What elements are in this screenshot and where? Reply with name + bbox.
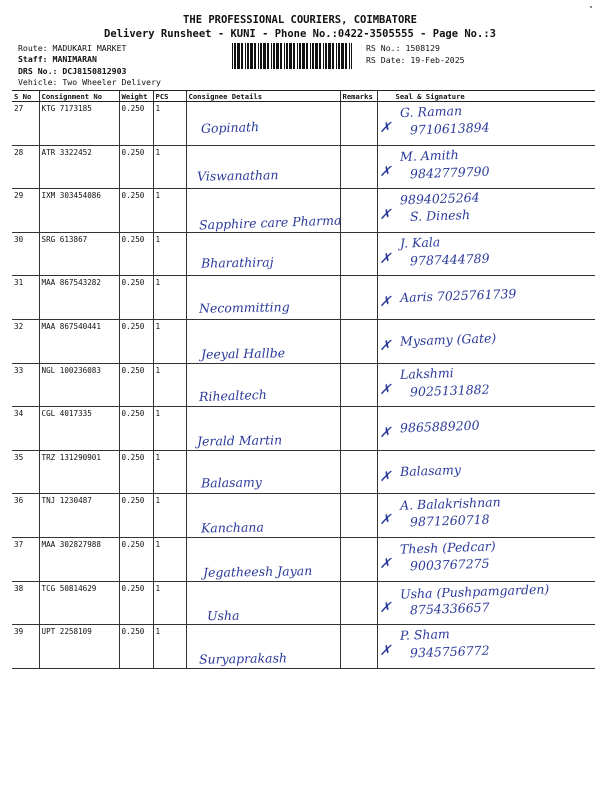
cell-signature — [377, 319, 595, 363]
cell-consignee — [186, 625, 340, 669]
rs-no-value: 1508129 — [405, 43, 440, 53]
signature-handwriting: Usha (Pushpamgarden) — [399, 580, 550, 602]
consignee-handwriting: Bharathiraj — [200, 254, 274, 271]
signature-handwriting: G. Raman — [399, 102, 462, 121]
cell-signature — [377, 363, 595, 407]
cell-sno: 29 — [12, 189, 39, 233]
drs-line — [18, 66, 126, 77]
table-row — [12, 407, 595, 451]
table-row — [12, 102, 595, 146]
cell-consignment: MAA 867543282 — [39, 276, 119, 320]
cell-consignment: SRG 613867 — [39, 232, 119, 276]
table-row — [12, 494, 595, 538]
cell-sno: 27 — [12, 102, 39, 146]
barcode-bar — [349, 43, 350, 69]
cell-pcs: 1 — [153, 450, 186, 494]
cell-consignment: UPT 2258109 — [39, 625, 119, 669]
cell-consignee — [186, 450, 340, 494]
signature-handwriting: Lakshmi — [399, 364, 454, 382]
route-line — [18, 43, 126, 54]
table-row — [12, 625, 595, 669]
cell-signature — [377, 581, 595, 625]
cell-sno: 39 — [12, 625, 39, 669]
barcode-bar — [286, 43, 288, 69]
barcode-bar — [263, 43, 266, 69]
cell-consignment: CGL 4017335 — [39, 407, 119, 451]
consignee-handwriting: Kanchana — [200, 519, 264, 536]
col-header-pcs: PCS — [153, 91, 186, 102]
table-row — [12, 363, 595, 407]
tick-mark-icon: ✗ — [379, 250, 392, 267]
barcode-bar — [247, 43, 249, 69]
tick-mark-icon: ✗ — [379, 207, 392, 224]
cell-signature — [377, 537, 595, 581]
cell-consignee — [186, 145, 340, 189]
cell-consignment: MAA 302827988 — [39, 537, 119, 581]
cell-signature — [377, 232, 595, 276]
cell-consignment: TCG 50814629 — [39, 581, 119, 625]
cell-weight: 0.250 — [119, 102, 153, 146]
cell-consignee — [186, 189, 340, 233]
consignee-handwriting: Viswanathan — [196, 166, 279, 184]
barcode-bar — [310, 43, 311, 69]
barcode-bar — [332, 43, 334, 69]
barcode-bar — [273, 43, 275, 69]
consignee-handwriting: Rihealtech — [198, 386, 267, 404]
cell-remarks — [340, 276, 377, 320]
cell-consignment: ATR 3322452 — [39, 145, 119, 189]
barcode-bar — [271, 43, 272, 69]
barcode-bar — [241, 43, 243, 69]
rs-no-label: RS No.: — [366, 43, 401, 53]
cell-signature — [377, 276, 595, 320]
col-header-remarks: Remarks — [340, 91, 377, 102]
drs-label: DRS No.: — [18, 66, 58, 76]
document-title: THE PROFESSIONAL COURIERS, COIMBATORE — [183, 14, 417, 26]
table-header-row — [12, 91, 595, 102]
consignee-handwriting: Usha — [206, 607, 240, 623]
cell-remarks — [340, 494, 377, 538]
table-row — [12, 450, 595, 494]
signature-handwriting: 9865889200 — [399, 417, 480, 436]
tick-mark-icon: ✗ — [379, 425, 392, 442]
runsheet-table — [12, 90, 595, 669]
consignee-handwriting: Balasamy — [200, 474, 262, 491]
table-row — [12, 537, 595, 581]
cell-sno: 37 — [12, 537, 39, 581]
signature-handwriting: J. Kala — [399, 234, 440, 251]
barcode-bar — [338, 43, 340, 69]
barcode-bar — [276, 43, 279, 69]
barcode-bar — [250, 43, 253, 69]
barcode-bar — [328, 43, 331, 69]
cell-remarks — [340, 407, 377, 451]
cell-weight: 0.250 — [119, 276, 153, 320]
barcode-bar — [336, 43, 337, 69]
barcode-bar — [289, 43, 292, 69]
table-row — [12, 319, 595, 363]
barcode-bar — [345, 43, 347, 69]
barcode-bar — [245, 43, 246, 69]
signature-handwriting: A. Balakrishnan — [399, 494, 501, 514]
consignee-handwriting: Necommitting — [198, 299, 290, 317]
col-header-consignment: Consignment No — [39, 91, 119, 102]
tick-mark-icon: ✗ — [379, 294, 392, 311]
cell-pcs: 1 — [153, 102, 186, 146]
cell-consignee — [186, 537, 340, 581]
table-row — [12, 581, 595, 625]
cell-pcs: 1 — [153, 319, 186, 363]
cell-remarks — [340, 189, 377, 233]
barcode-bar — [312, 43, 314, 69]
barcode-bar — [237, 43, 240, 69]
consignee-handwriting: Jeeyal Hallbe — [200, 345, 285, 362]
cell-sno: 32 — [12, 319, 39, 363]
barcode-bar — [232, 43, 233, 69]
cell-consignment: IXM 303454086 — [39, 189, 119, 233]
consignee-handwriting: Sapphire care Pharma — [198, 212, 342, 233]
signature-handwriting: 9025131882 — [409, 381, 490, 399]
cell-consignment: KTG 7173185 — [39, 102, 119, 146]
cell-consignment: NGL 100236083 — [39, 363, 119, 407]
barcode-bar — [302, 43, 305, 69]
signature-handwriting: 9842779790 — [409, 163, 490, 181]
signature-handwriting: 9894025264 — [399, 189, 480, 208]
cell-pcs: 1 — [153, 581, 186, 625]
cell-consignee — [186, 494, 340, 538]
barcode-bar — [234, 43, 236, 69]
staff-line — [18, 54, 97, 65]
cell-consignment: TRZ 131290901 — [39, 450, 119, 494]
cell-pcs: 1 — [153, 537, 186, 581]
tick-mark-icon: ✗ — [379, 512, 392, 529]
signature-handwriting: 9787444789 — [409, 250, 490, 269]
cell-weight: 0.250 — [119, 232, 153, 276]
tick-mark-icon: ✗ — [379, 163, 392, 180]
barcode-bar — [341, 43, 344, 69]
signature-handwriting: Aaris 7025761739 — [399, 286, 517, 306]
signature-handwriting: 9710613894 — [409, 119, 490, 138]
cell-remarks — [340, 537, 377, 581]
vehicle-value: Two Wheeler Delivery — [62, 77, 161, 87]
cell-weight: 0.250 — [119, 407, 153, 451]
consignee-handwriting: Jerald Martin — [196, 432, 282, 449]
cell-signature — [377, 450, 595, 494]
cell-signature — [377, 102, 595, 146]
cell-pcs: 1 — [153, 145, 186, 189]
cell-sno: 31 — [12, 276, 39, 320]
barcode-bar — [254, 43, 256, 69]
barcode-bar — [284, 43, 285, 69]
rs-no-line — [366, 43, 440, 54]
consignee-handwriting: Gopinath — [200, 118, 259, 137]
cell-remarks — [340, 625, 377, 669]
barcode-bar — [260, 43, 262, 69]
tick-mark-icon: ✗ — [379, 599, 392, 616]
barcode-bar — [319, 43, 321, 69]
col-header-consignee: Consignee Details — [186, 91, 340, 102]
consignee-handwriting: Suryaprakash — [198, 650, 287, 667]
cell-sno: 28 — [12, 145, 39, 189]
cell-sno: 38 — [12, 581, 39, 625]
table-row — [12, 276, 595, 320]
staff-value: MANIMARAN — [52, 54, 97, 64]
cell-consignee — [186, 232, 340, 276]
cell-weight: 0.250 — [119, 450, 153, 494]
cell-consignee — [186, 276, 340, 320]
col-header-signature: Seal & Signature — [377, 91, 595, 102]
cell-consignment: MAA 867540441 — [39, 319, 119, 363]
cell-remarks — [340, 363, 377, 407]
barcode-bar — [258, 43, 259, 69]
cell-remarks — [340, 581, 377, 625]
cell-consignee — [186, 102, 340, 146]
barcode — [232, 43, 352, 69]
cell-pcs: 1 — [153, 232, 186, 276]
cell-sno: 30 — [12, 232, 39, 276]
signature-handwriting: M. Amith — [399, 146, 459, 164]
cell-sno: 35 — [12, 450, 39, 494]
tick-mark-icon: ✗ — [379, 555, 392, 572]
staff-label: Staff: — [18, 54, 48, 64]
signature-handwriting: 9003767275 — [409, 555, 490, 574]
cell-remarks — [340, 232, 377, 276]
cell-sno: 36 — [12, 494, 39, 538]
cell-remarks — [340, 102, 377, 146]
signature-handwriting: 9871260718 — [409, 511, 490, 530]
rs-date-value: 19-Feb-2025 — [410, 55, 465, 65]
cell-weight: 0.250 — [119, 537, 153, 581]
cell-remarks — [340, 145, 377, 189]
scan-speck — [590, 6, 592, 8]
cell-signature — [377, 145, 595, 189]
barcode-bar — [267, 43, 269, 69]
cell-pcs: 1 — [153, 625, 186, 669]
tick-mark-icon: ✗ — [379, 381, 392, 398]
cell-signature — [377, 189, 595, 233]
cell-signature — [377, 625, 595, 669]
cell-sno: 34 — [12, 407, 39, 451]
cell-weight: 0.250 — [119, 189, 153, 233]
cell-pcs: 1 — [153, 407, 186, 451]
rs-date-label: RS Date: — [366, 55, 406, 65]
barcode-bar — [323, 43, 324, 69]
cell-signature — [377, 407, 595, 451]
drs-value: DCJ8150812903 — [62, 66, 127, 76]
cell-weight: 0.250 — [119, 145, 153, 189]
signature-handwriting: S. Dinesh — [409, 207, 470, 225]
cell-weight: 0.250 — [119, 319, 153, 363]
cell-pcs: 1 — [153, 189, 186, 233]
cell-pcs: 1 — [153, 363, 186, 407]
cell-consignee — [186, 363, 340, 407]
cell-remarks — [340, 319, 377, 363]
cell-consignee — [186, 319, 340, 363]
signature-handwriting: Balasamy — [399, 461, 461, 479]
cell-consignee — [186, 581, 340, 625]
cell-weight: 0.250 — [119, 363, 153, 407]
table-row — [12, 189, 595, 233]
signature-handwriting: P. Sham — [399, 626, 450, 643]
vehicle-label: Vehicle: — [18, 77, 58, 87]
rs-date-line — [366, 55, 465, 66]
cell-signature — [377, 494, 595, 538]
route-label: Route: — [18, 43, 48, 53]
signature-handwriting: Mysamy (Gate) — [399, 330, 496, 349]
tick-mark-icon: ✗ — [379, 643, 392, 660]
cell-sno: 33 — [12, 363, 39, 407]
signature-handwriting: Thesh (Pedcar) — [399, 538, 496, 557]
signature-handwriting: 8754336657 — [409, 599, 490, 617]
col-header-weight: Weight — [119, 91, 153, 102]
barcode-bar — [297, 43, 298, 69]
signature-handwriting: 9345756772 — [409, 642, 490, 661]
barcode-bar — [293, 43, 295, 69]
cell-consignment: TNJ 1230487 — [39, 494, 119, 538]
col-header-sno: S No — [12, 91, 39, 102]
route-value: MADUKARI MARKET — [52, 43, 127, 53]
cell-weight: 0.250 — [119, 625, 153, 669]
barcode-bar — [299, 43, 301, 69]
table-body — [12, 102, 595, 669]
barcode-bar — [351, 43, 352, 69]
cell-pcs: 1 — [153, 494, 186, 538]
cell-weight: 0.250 — [119, 581, 153, 625]
barcode-bar — [325, 43, 327, 69]
cell-weight: 0.250 — [119, 494, 153, 538]
tick-mark-icon: ✗ — [379, 120, 392, 136]
cell-pcs: 1 — [153, 276, 186, 320]
table-row — [12, 232, 595, 276]
cell-consignee — [186, 407, 340, 451]
vehicle-line — [18, 77, 161, 88]
tick-mark-icon: ✗ — [379, 337, 392, 354]
barcode-bar — [280, 43, 282, 69]
runsheet-subtitle: Delivery Runsheet - KUNI - Phone No.:0422-3505555 - Page No.:3 — [104, 28, 496, 40]
barcode-bar — [306, 43, 308, 69]
tick-mark-icon: ✗ — [379, 468, 392, 485]
barcode-bar — [315, 43, 318, 69]
consignee-handwriting: Jegatheesh Jayan — [202, 562, 312, 580]
cell-remarks — [340, 450, 377, 494]
table-row — [12, 145, 595, 189]
